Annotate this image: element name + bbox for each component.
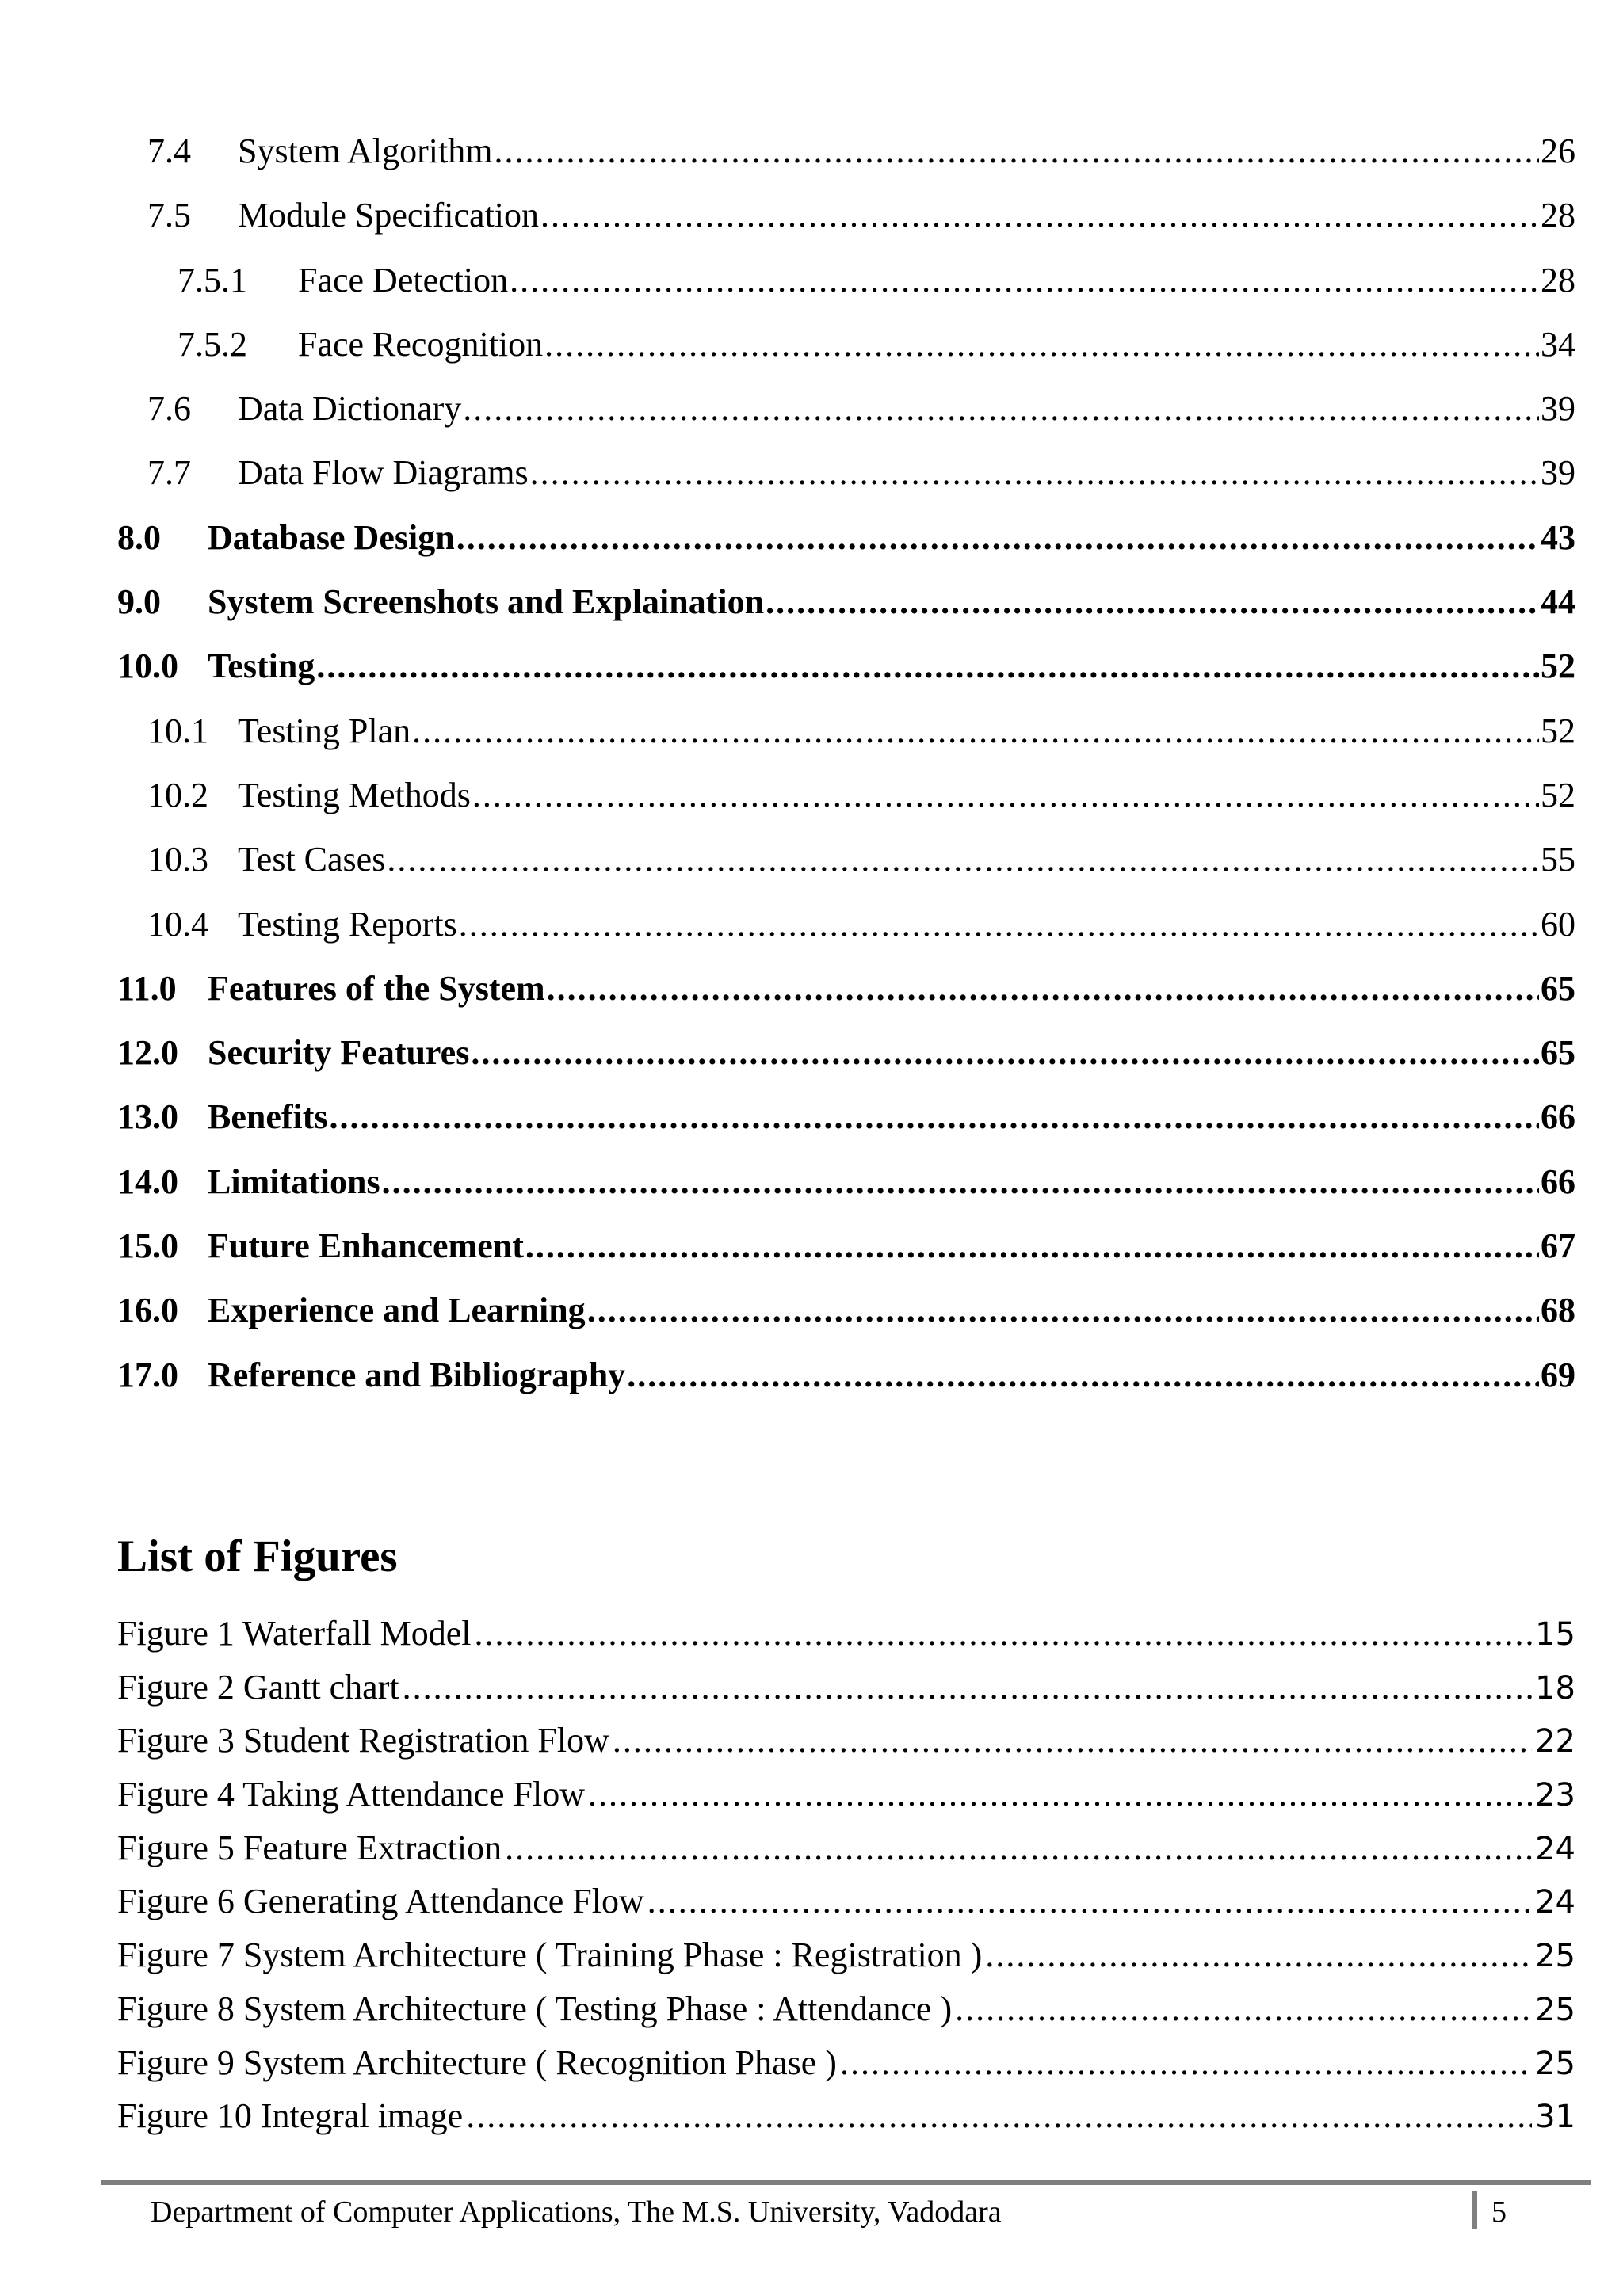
toc-entry-title: Testing Reports [238,904,457,944]
dot-leader [587,1278,1539,1342]
toc-entry-page: 43 [1541,517,1575,557]
figure-entry-title: Figure 3 Student Registration Flow [117,1721,609,1760]
figure-entry-page: 24 [1535,1830,1575,1867]
figure-entry[interactable] [117,1928,1575,1982]
figure-entry[interactable] [117,1714,1575,1768]
table-of-contents [117,119,1575,1407]
figure-entry[interactable] [117,2036,1575,2090]
toc-entry-number: 13.0 [117,1097,178,1137]
figure-entry-page: 24 [1535,1884,1575,1921]
toc-entry-page: 34 [1541,324,1575,364]
toc-entry[interactable] [117,699,1575,763]
toc-entry-page: 28 [1541,196,1575,235]
figure-entry-page: 31 [1535,2099,1575,2136]
toc-entry-title: Face Recognition [298,324,544,364]
toc-entry-title: Testing [208,646,315,686]
figure-entry-title: Figure 8 System Architecture ( Testing Phase : Attendance ) [117,1989,953,2028]
dot-leader [382,1150,1539,1214]
footer-divider [101,2180,1591,2185]
dot-leader [540,183,1539,247]
dot-leader [766,570,1539,634]
footer-department: Department of Computer Applications, The M.S. University, Vadodara [151,2195,1002,2229]
dot-leader [330,1085,1539,1149]
figure-entry-title: Figure 1 Waterfall Model [117,1614,472,1653]
footer-page-separator [1472,2191,1477,2229]
figure-entry-title: Figure 6 Generating Attendance Flow [117,1882,644,1921]
figure-entry-title: Figure 9 System Architecture ( Recognition Phase ) [117,2042,837,2082]
toc-entry-page: 39 [1541,453,1575,493]
dot-leader [466,2089,1532,2143]
toc-entry-number: 10.4 [147,904,208,944]
toc-entry-number: 10.1 [147,711,208,750]
dot-leader [647,1875,1532,1928]
toc-entry-title: Data Flow Diagrams [238,453,529,493]
dot-leader [456,505,1539,570]
figure-entry-title: Figure 10 Integral image [117,2096,464,2136]
toc-entry-title: Reference and Bibliography [208,1355,626,1394]
figure-entry[interactable] [117,1607,1575,1661]
figure-entry[interactable] [117,1661,1575,1714]
figure-entry-page: 18 [1535,1669,1575,1707]
toc-entry[interactable] [117,827,1575,891]
dot-leader [547,956,1539,1020]
toc-entry[interactable] [117,505,1575,570]
figure-entry-title: Figure 2 Gantt chart [117,1667,399,1707]
toc-entry-page: 52 [1541,711,1575,750]
toc-entry-page: 52 [1541,775,1575,814]
toc-entry[interactable] [117,183,1575,247]
dot-leader [494,119,1539,183]
toc-entry-title: Security Features [208,1033,470,1073]
toc-entry-title: Testing Methods [238,775,471,814]
toc-entry-page: 65 [1541,968,1575,1008]
dot-leader [613,1714,1532,1768]
dot-leader [475,1607,1533,1661]
toc-entry-number: 7.5.1 [178,260,247,299]
toc-entry[interactable] [117,1214,1575,1278]
dot-leader [403,1661,1533,1714]
toc-entry-number: 10.0 [117,646,178,686]
toc-entry-number: 10.3 [147,840,208,879]
dot-leader [627,1343,1539,1407]
toc-entry-title: Data Dictionary [238,389,462,429]
dot-leader [510,248,1539,312]
toc-entry[interactable] [117,634,1575,698]
figure-entry[interactable] [117,1875,1575,1928]
toc-entry-title: Benefits [208,1097,328,1137]
toc-entry-number: 8.0 [117,517,161,557]
toc-entry-page: 52 [1541,646,1575,686]
toc-entry-title: Future Enhancement [208,1226,524,1266]
figure-entry-page: 23 [1535,1777,1575,1814]
dot-leader [544,312,1539,376]
toc-entry-title: Features of the System [208,968,545,1008]
dot-leader [412,699,1539,763]
toc-entry-number: 7.5 [147,196,191,235]
toc-entry[interactable] [117,570,1575,634]
dot-leader [588,1768,1532,1821]
toc-entry-number: 7.7 [147,453,191,493]
figure-entry-page: 25 [1535,1991,1575,2028]
dot-leader [463,376,1539,441]
toc-entry[interactable] [117,956,1575,1020]
toc-entry[interactable] [117,312,1575,376]
dot-leader [525,1214,1539,1278]
dot-leader [530,441,1539,505]
figure-entry-page: 22 [1535,1723,1575,1760]
dot-leader [985,1928,1532,1982]
figure-entry-page: 25 [1535,1938,1575,1975]
toc-entry-page: 68 [1541,1291,1575,1330]
toc-entry[interactable] [117,1343,1575,1407]
toc-entry[interactable] [117,376,1575,441]
figure-entry-title: Figure 4 Taking Attendance Flow [117,1775,586,1814]
dot-leader [459,892,1539,956]
dot-leader [316,634,1539,698]
toc-entry[interactable] [117,1020,1575,1085]
toc-entry-page: 28 [1541,260,1575,299]
toc-entry-page: 67 [1541,1226,1575,1266]
toc-entry-number: 14.0 [117,1161,178,1201]
toc-entry-number: 7.5.2 [178,324,247,364]
toc-entry-number: 7.6 [147,389,191,429]
toc-entry-number: 7.4 [147,132,191,170]
toc-entry-page: 55 [1541,840,1575,879]
list-of-figures [117,1607,1575,2143]
toc-entry-number: 11.0 [117,968,177,1008]
toc-entry-number: 17.0 [117,1355,178,1394]
toc-entry-page: 65 [1541,1033,1575,1073]
toc-entry-page: 26 [1541,132,1575,170]
figure-entry-title: Figure 7 System Architecture ( Training Phase : Registration ) [117,1936,983,1975]
page-number: 5 [1491,2195,1507,2229]
toc-entry-number: 15.0 [117,1226,178,1266]
toc-entry-number: 9.0 [117,582,161,622]
toc-entry[interactable] [117,441,1575,505]
figure-entry-title: Figure 5 Feature Extraction [117,1828,502,1867]
toc-entry[interactable] [117,892,1575,956]
toc-entry-title: System Algorithm [238,132,493,170]
toc-entry-title: Database Design [208,517,455,557]
figure-entry[interactable] [117,1768,1575,1821]
toc-entry-title: Test Cases [238,840,386,879]
dot-leader [387,827,1539,891]
figure-entry[interactable] [117,2089,1575,2143]
toc-entry-title: Testing Plan [238,711,411,750]
toc-entry-page: 66 [1541,1097,1575,1137]
figure-entry-page: 25 [1535,2045,1575,2082]
toc-entry-number: 10.2 [147,775,208,814]
toc-entry-page: 39 [1541,389,1575,429]
toc-entry-page: 44 [1541,582,1575,622]
figure-entry[interactable] [117,1821,1575,1875]
toc-entry-page: 66 [1541,1161,1575,1201]
dot-leader [840,2036,1532,2090]
dot-leader [472,763,1539,827]
toc-entry[interactable] [117,763,1575,827]
dot-leader [471,1020,1539,1085]
toc-entry-page: 60 [1541,904,1575,944]
figure-entry-page: 15 [1535,1616,1575,1653]
toc-entry[interactable] [117,1278,1575,1342]
toc-entry-title: Module Specification [238,196,540,235]
toc-entry[interactable] [117,1150,1575,1214]
dot-leader [505,1821,1532,1875]
toc-entry-number: 12.0 [117,1033,178,1073]
toc-entry[interactable] [117,119,1575,183]
toc-entry-title: Limitations [208,1161,380,1201]
figure-entry[interactable] [117,1982,1575,2036]
toc-entry-page: 69 [1541,1355,1575,1394]
toc-entry-title: Face Detection [298,260,509,299]
list-of-figures-heading: List of Figures [117,1531,398,1581]
toc-entry-title: Experience and Learning [208,1291,586,1330]
toc-entry[interactable] [117,1085,1575,1149]
toc-entry[interactable] [117,248,1575,312]
toc-entry-title: System Screenshots and Explaination [208,582,765,622]
toc-entry-number: 16.0 [117,1291,178,1330]
dot-leader [955,1982,1532,2036]
